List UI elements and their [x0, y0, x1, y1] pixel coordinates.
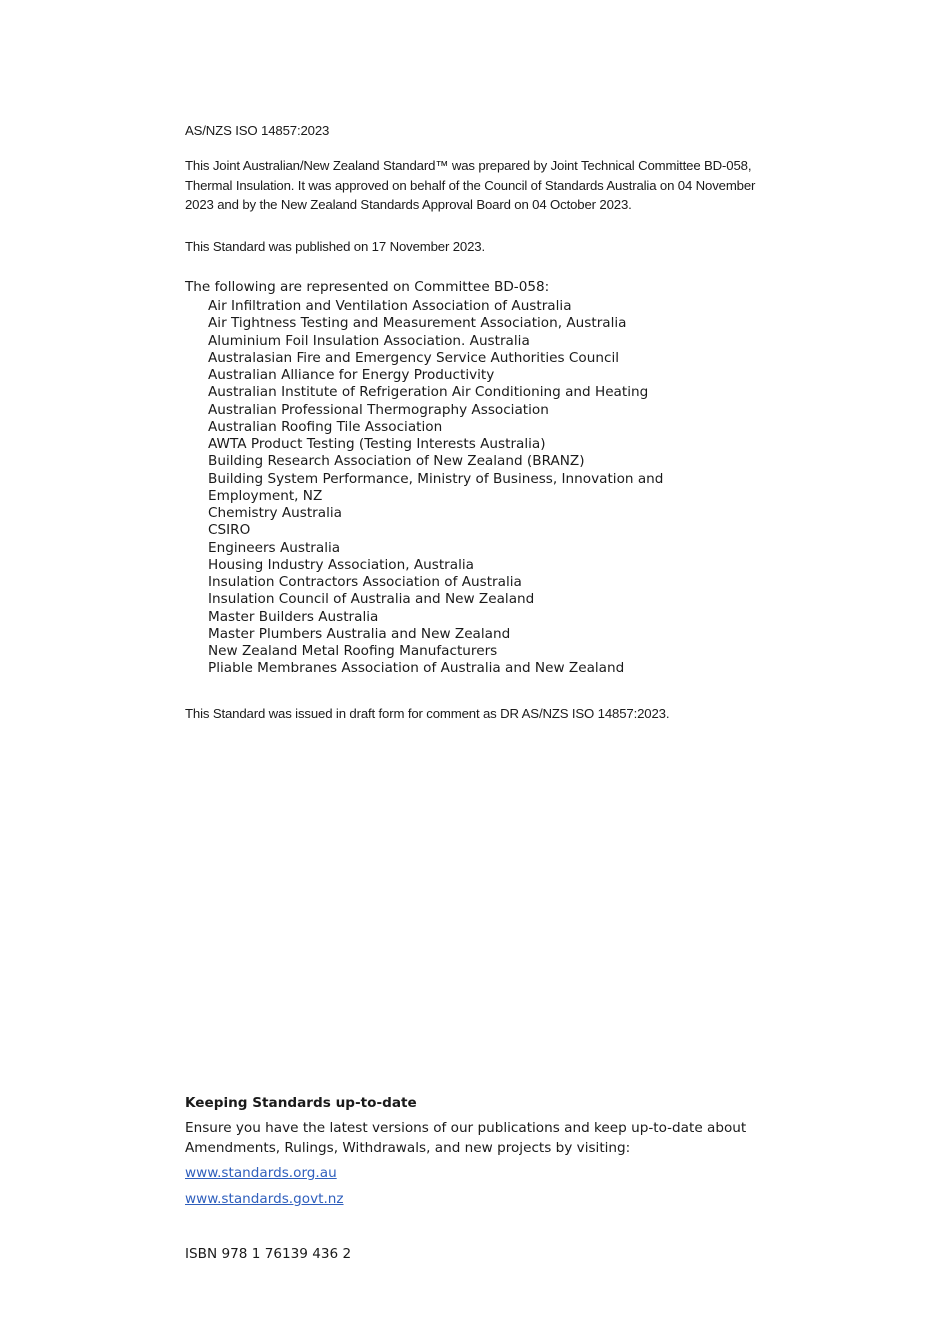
- committee-organization: Pliable Membranes Association of Australia and New Zealand: [208, 660, 625, 677]
- committee-organization: Australasian Fire and Emergency Service Authorities Council: [208, 349, 619, 366]
- committee-organization: Master Plumbers Australia and New Zealand: [208, 625, 511, 642]
- committee-organization: Australian Roofing Tile Association: [208, 418, 443, 435]
- isbn: ISBN 978 1 76139 436 2: [185, 1246, 352, 1262]
- committee-organization-list: [208, 298, 728, 678]
- committee-organization: Master Builders Australia: [208, 608, 379, 625]
- draft-note: This Standard was issued in draft form for comment as DR AS/NZS ISO 14857:2023.: [185, 706, 670, 721]
- committee-organization: Air Tightness Testing and Measurement Association, Australia: [208, 315, 627, 332]
- committee-organization: Insulation Contractors Association of Australia: [208, 574, 522, 590]
- document-identifier: AS/NZS ISO 14857:2023: [185, 123, 330, 138]
- committee-organization: Australian Institute of Refrigeration Air Conditioning and Heating: [208, 384, 649, 401]
- committee-organization: Housing Industry Association, Australia: [208, 556, 474, 573]
- committee-organization: Insulation Council of Australia and New Zealand: [208, 591, 535, 608]
- keeping-up-to-date-heading: Keeping Standards up-to-date: [185, 1095, 417, 1111]
- committee-organization: AWTA Product Testing (Testing Interests Australia): [208, 436, 546, 452]
- committee-organization: Building System Performance, Ministry of Business, Innovation and Employment, NZ: [208, 470, 664, 504]
- standards-australia-link[interactable]: www.standards.org.au: [185, 1165, 337, 1181]
- committee-intro: The following are represented on Committee BD-058:: [185, 279, 550, 295]
- committee-organization: Chemistry Australia: [208, 505, 342, 521]
- committee-organization: Australian Professional Thermography Association: [208, 401, 549, 418]
- committee-organization: Building Research Association of New Zealand (BRANZ): [208, 453, 585, 470]
- preparation-statement: This Joint Australian/New Zealand Standard™ was prepared by Joint Technical Committee BD-058, Thermal Insulation. It was approved on behalf of the Council of Standards Australia on 04 November 2023 and by the New Zealand Standards Approval Board on 04 October 2023.: [185, 158, 756, 212]
- publication-date-statement: This Standard was published on 17 November 2023.: [185, 239, 485, 254]
- committee-organization: CSIRO: [208, 522, 251, 539]
- committee-organization: Australian Alliance for Energy Productivity: [208, 367, 495, 383]
- committee-organization: Air Infiltration and Ventilation Association of Australia: [208, 298, 572, 314]
- committee-organization: Aluminium Foil Insulation Association. Australia: [208, 332, 530, 349]
- committee-organization: Engineers Australia: [208, 539, 341, 556]
- committee-organization: New Zealand Metal Roofing Manufacturers: [208, 643, 498, 659]
- standards-nz-link[interactable]: www.standards.govt.nz: [185, 1191, 344, 1207]
- keeping-up-to-date-text: Ensure you have the latest versions of our publications and keep up-to-date about Amendments, Rulings, Withdrawals, and new projects by visiting:: [185, 1120, 747, 1156]
